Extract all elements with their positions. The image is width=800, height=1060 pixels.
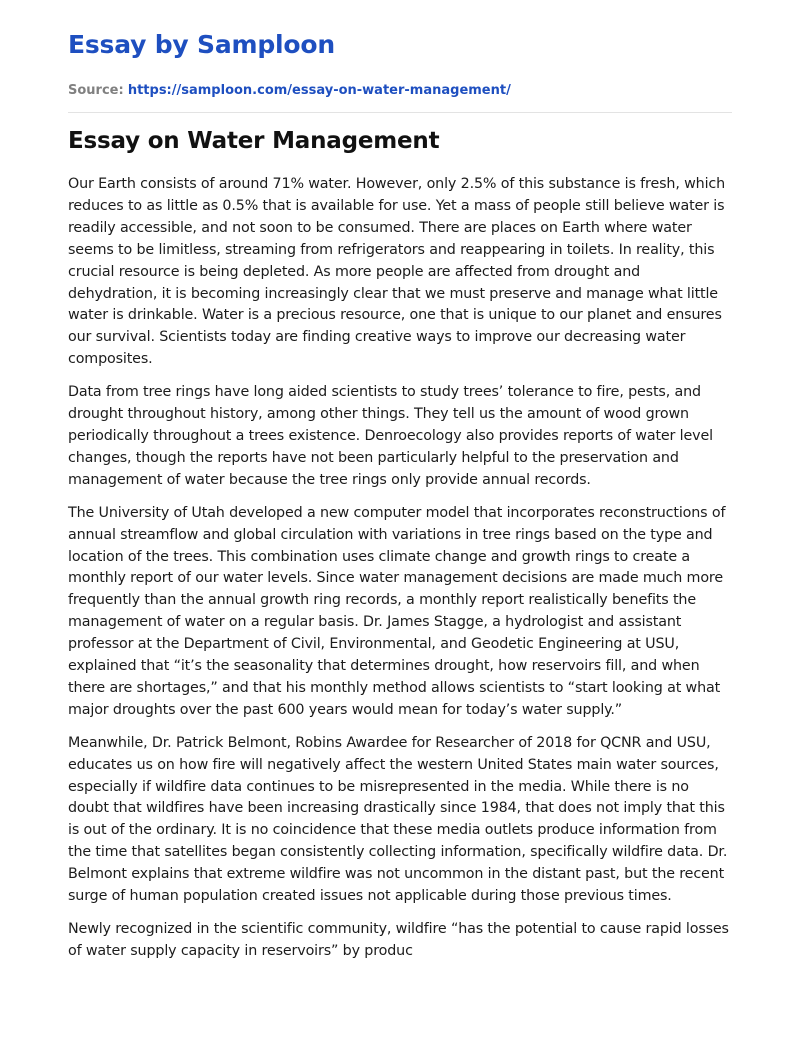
essay-body: [68, 174, 732, 963]
paragraph-4: Meanwhile, Dr. Patrick Belmont, Robins Awardee for Researcher of 2018 for QCNR and USU, educates us on how fire will negatively affect the western United States main water sources, especially if wildfire data continues to be misrepresented in the media. While there is no doubt that wildfires have been increasing drastically since 1984, that does not imply that this is out of the ordinary. It is no coincidence that these media outlets produce information from the time that satellites began consistently collecting information, specifically wildfire data. Dr. Belmont explains that extreme wildfire was not uncommon in the distant past, but the recent surge of human population created issues not applicable during those previous times.: [68, 734, 728, 905]
site-brand[interactable]: Essay by Samploon: [68, 30, 335, 59]
document-page: [68, 0, 732, 974]
essay-title: Essay on Water Management: [68, 128, 440, 154]
paragraph-5: Newly recognized in the scientific community, wildfire “has the potential to cause rapid losses of water supply capacity in reservoirs” by produc: [68, 921, 729, 959]
header-divider: [68, 112, 732, 113]
paragraph-2: Data from tree rings have long aided scientists to study trees’ tolerance to fire, pests, and drought throughout history, among other things. They tell us the amount of wood grown periodically throughout a trees existence. Denroecology also provides reports of water level changes, though the reports have not been particularly helpful to the preservation and management of water because the tree rings only provide annual records.: [68, 384, 713, 488]
paragraph-1: Our Earth consists of around 71% water. However, only 2.5% of this substance is fresh, which reduces to as little as 0.5% that is available for use. Yet a mass of people still believe water is readily accessible, and not soon to be consumed. There are places on Earth where water seems to be limitless, streaming from refrigerators and reappearing in toilets. In reality, this crucial resource is being depleted. As more people are affected from drought and dehydration, it is becoming increasingly clear that we must preserve and manage what little water is drinkable. Water is a precious resource, one that is unique to our planet and ensures our survival. Scientists today are finding creative ways to improve our decreasing water composites.: [68, 176, 726, 368]
paragraph-3: The University of Utah developed a new computer model that incorporates reconstructions of annual streamflow and global circulation with variations in tree rings based on the type and location of the trees. This combination uses climate change and growth rings to create a monthly report of our water levels. Since water management decisions are made much more frequently than the annual growth ring records, a monthly report realistically benefits the management of water on a regular basis. Dr. James Stagge, a hydrologist and assistant professor at the Department of Civil, Environmental, and Geodetic Engineering at USU, explained that “it’s the seasonality that determines drought, how reservoirs fill, and when there are shortages,” and that his monthly method allows scientists to “start looking at what major droughts over the past 600 years would mean for today’s water supply.”: [68, 504, 726, 718]
source-link[interactable]: https://samploon.com/essay-on-water-management/: [127, 83, 511, 98]
source-label: Source:: [68, 83, 124, 98]
source-line: [68, 82, 732, 100]
